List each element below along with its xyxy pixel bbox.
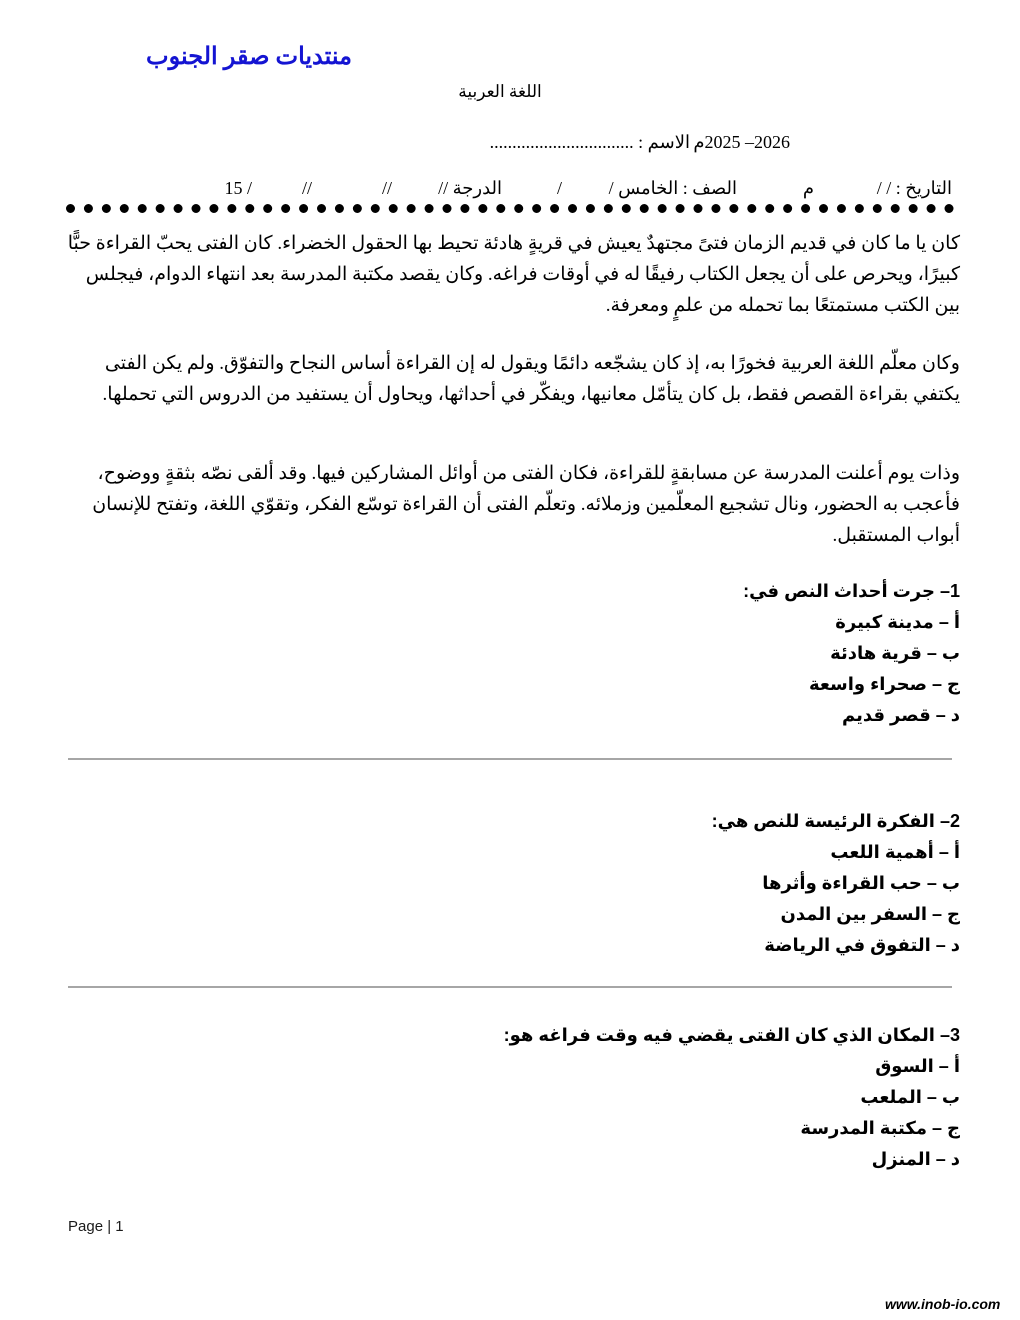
class-slash: /	[556, 178, 562, 198]
question-stem: 3– المكان الذي كان الفتى يقضي فيه وقت فراغه هو:	[503, 1025, 960, 1045]
question-option[interactable]: ب – قرية هادئة	[830, 643, 960, 663]
question-3	[60, 1020, 960, 1175]
forum-brand-title: منتديات صقر الجنوب	[146, 44, 352, 70]
question-option[interactable]: ج – مكتبة المدرسة	[800, 1118, 960, 1138]
question-option[interactable]: أ – السوق	[875, 1056, 960, 1076]
student-name-field[interactable]: الاسم : ................................	[489, 132, 690, 152]
class-field: الصف : الخامس /	[608, 178, 737, 198]
question-option[interactable]: أ – أهمية اللعب	[830, 842, 960, 862]
question-option[interactable]: ج – السفر بين المدن	[780, 904, 960, 924]
question-option[interactable]: د – التفوق في الرياضة	[764, 935, 960, 955]
passage-paragraph-1	[60, 228, 960, 321]
section-divider-1	[68, 758, 952, 760]
site-watermark: www.inob-io.com	[885, 1296, 1001, 1312]
date-field[interactable]: التاريخ : / /	[876, 178, 952, 198]
question-option[interactable]: ب – الملعب	[860, 1087, 960, 1107]
grade-slash-1: //	[381, 178, 392, 198]
date-suffix: م	[802, 178, 814, 198]
section-divider-2	[68, 986, 952, 988]
question-option[interactable]: د – المنزل	[871, 1149, 960, 1169]
passage-text: وذات يوم أعلنت المدرسة عن مسابقةٍ للقراءة، فكان الفتى من أوائل المشاركين فيها. وقد ألقى نصّه بثقةٍ ووضوح، فأعجب به الحضور، ونال تشجيع المعلّمين وزملائه. وتعلّم الفتى أن القراءة توسّع الفكر، وتقوّي اللغة، وتفتح للإنسان أبواب المستقبل.	[92, 463, 960, 546]
passage-text: وكان معلّم اللغة العربية فخورًا به، إذ كان يشجّعه دائمًا ويقول له إن القراءة أساس النجاح والتفوّق. ولم يكن الفتى يكتفي بقراءة القصص فقط، بل كان يتأمّل معانيها، ويفكّر في أحداثها، ويحاول أن يستفيد من الدروس التي تحملها.	[102, 353, 960, 405]
passage-paragraph-2	[60, 348, 960, 410]
question-option[interactable]: ج – صحراء واسعة	[808, 674, 960, 694]
question-1	[60, 576, 960, 731]
question-option[interactable]: أ – مدينة كبيرة	[835, 612, 960, 632]
meta-line-date-class-grade	[68, 178, 952, 204]
passage-text: كان يا ما كان في قديم الزمان فتىً مجتهدٌ يعيش في قريةٍ هادئة تحيط بها الحقول الخضراء. كان الفتى يحبّ القراءة حبًّا كبيرًا، ويحرص على أن يجعل الكتاب رفيقًا له في أوقات فراغه. وكان يقصد مكتبة المدرسة بعد انتهاء الدوام، فيجلس بين الكتب مستمتعًا بما تحمله من علمٍ ومعرفة.	[67, 233, 960, 316]
question-stem: 1– جرت أحداث النص في:	[743, 581, 960, 601]
passage-paragraph-3	[60, 458, 960, 551]
question-2	[60, 806, 960, 961]
question-stem: 2– الفكرة الرئيسة للنص هي:	[711, 811, 960, 831]
dotted-divider	[66, 204, 954, 213]
grade-slash-2: //	[301, 178, 312, 198]
question-option[interactable]: ب – حب القراءة وأثرها	[762, 873, 960, 893]
total-mark: / 15	[224, 178, 252, 198]
academic-year: 2026– 2025م	[693, 132, 790, 152]
question-option[interactable]: د – قصر قديم	[841, 705, 960, 725]
page-number-footer: Page | 1	[68, 1218, 124, 1235]
grade-field[interactable]: الدرجة //	[438, 178, 502, 198]
subject-title: اللغة العربية	[458, 82, 542, 101]
